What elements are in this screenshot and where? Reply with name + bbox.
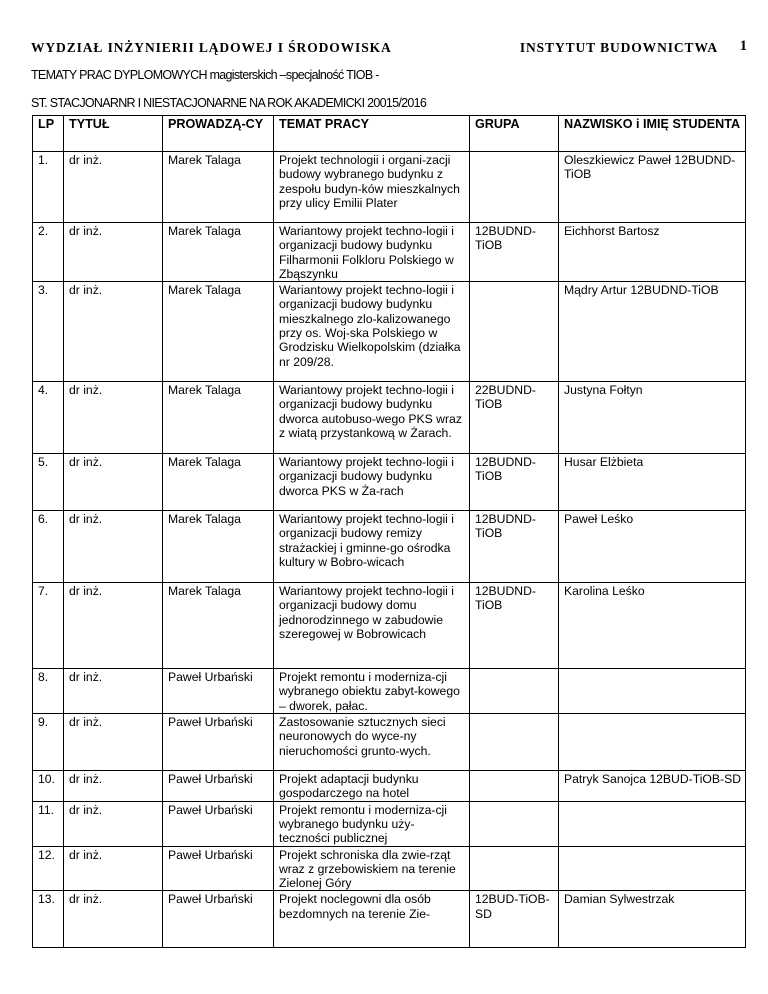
- group-cell: 12BUD-TiOB-SD: [470, 891, 559, 948]
- subtitle-academic-year: ST. STACJONARNR I NIESTACJONARNE NA ROK AKADEMICKI 20015/2016: [31, 96, 427, 110]
- topic-cell: Wariantowy projekt techno-logii i organizacji budowy budynku Filharmonii Folkloru Polskiego w Zbąszynku: [274, 223, 470, 282]
- table-row: [33, 846, 746, 891]
- subtitle-topics: TEMATY PRAC DYPLOMOWYCH magisterskich –specjalność TIOB -: [31, 68, 379, 82]
- supervisor-cell: Marek Talaga: [163, 382, 274, 454]
- table-row: [33, 669, 746, 714]
- table-row: [33, 152, 746, 223]
- student-cell: Karolina Leśko: [559, 583, 746, 669]
- topic-cell: Wariantowy projekt techno-logii i organizacji budowy domu jednorodzinnego w zabudowie szeregowej w Bobrowicach: [274, 583, 470, 669]
- institute-name: INSTYTUT BUDOWNICTWA: [519, 40, 718, 55]
- lp-cell: 8.: [33, 669, 64, 714]
- topic-cell: Zastosowanie sztucznych sieci neuronowych do wyce-ny nieruchomości grunto-wych.: [274, 714, 470, 771]
- group-cell: [470, 714, 559, 771]
- group-cell: 12BUDND-TiOB: [470, 454, 559, 511]
- student-cell: Mądry Artur 12BUDND-TiOB: [559, 282, 746, 382]
- lp-cell: 1.: [33, 152, 64, 223]
- supervisor-cell: Paweł Urbański: [163, 771, 274, 802]
- lp-cell: 12.: [33, 846, 64, 891]
- title-cell: dr inż.: [64, 511, 163, 583]
- lp-cell: 11.: [33, 801, 64, 846]
- topic-cell: Projekt remontu i moderniza-cji wybranego budynku uży-teczności publicznej: [274, 801, 470, 846]
- table-row: [33, 382, 746, 454]
- student-cell: Oleszkiewicz Paweł 12BUDND-TiOB: [559, 152, 746, 223]
- thesis-topics-table: [32, 115, 746, 948]
- supervisor-cell: Paweł Urbański: [163, 891, 274, 948]
- table-row: [33, 511, 746, 583]
- supervisor-cell: Marek Talaga: [163, 223, 274, 282]
- supervisor-cell: Paweł Urbański: [163, 846, 274, 891]
- title-cell: dr inż.: [64, 669, 163, 714]
- lp-cell: 5.: [33, 454, 64, 511]
- student-cell: Justyna Fołtyn: [559, 382, 746, 454]
- student-cell: Damian Sylwestrzak: [559, 891, 746, 948]
- title-cell: dr inż.: [64, 223, 163, 282]
- group-cell: 12BUDND-TiOB: [470, 583, 559, 669]
- document-header: [31, 40, 748, 60]
- group-cell: [470, 771, 559, 802]
- table-header-row: [33, 116, 746, 152]
- faculty-name: WYDZIAŁ INŻYNIERII LĄDOWEJ I ŚRODOWISKA: [31, 40, 392, 55]
- title-cell: dr inż.: [64, 152, 163, 223]
- table-row: [33, 223, 746, 282]
- topic-cell: Wariantowy projekt techno-logii i organizacji budowy budynku dworca autobuso-wego PKS wraz z wiatą przystankową w Żarach.: [274, 382, 470, 454]
- student-cell: Eichhorst Bartosz: [559, 223, 746, 282]
- title-cell: dr inż.: [64, 891, 163, 948]
- lp-cell: 7.: [33, 583, 64, 669]
- student-cell: Paweł Leśko: [559, 511, 746, 583]
- supervisor-cell: Paweł Urbański: [163, 669, 274, 714]
- lp-cell: 2.: [33, 223, 64, 282]
- supervisor-cell: Marek Talaga: [163, 454, 274, 511]
- topic-cell: Projekt adaptacji budynku gospodarczego na hotel: [274, 771, 470, 802]
- title-cell: dr inż.: [64, 714, 163, 771]
- student-cell: [559, 846, 746, 891]
- supervisor-cell: Marek Talaga: [163, 511, 274, 583]
- topic-cell: Projekt technologii i organi-zacji budowy wybranego budynku z zespołu budyn-ków mieszkalnych przy ulicy Emilii Plater: [274, 152, 470, 223]
- topic-cell: Projekt schroniska dla zwie-rząt wraz z grzebowiskiem na terenie Zielonej Góry: [274, 846, 470, 891]
- lp-cell: 3.: [33, 282, 64, 382]
- student-cell: Husar Elżbieta: [559, 454, 746, 511]
- group-cell: 12BUDND-TiOB: [470, 511, 559, 583]
- column-header-topic: TEMAT PRACY: [274, 116, 470, 152]
- title-cell: dr inż.: [64, 282, 163, 382]
- supervisor-cell: Marek Talaga: [163, 583, 274, 669]
- group-cell: 22BUDND-TiOB: [470, 382, 559, 454]
- group-cell: [470, 669, 559, 714]
- lp-cell: 4.: [33, 382, 64, 454]
- lp-cell: 10.: [33, 771, 64, 802]
- lp-cell: 9.: [33, 714, 64, 771]
- topic-cell: Projekt remontu i moderniza-cji wybranego obiektu zabyt-kowego – dworek, pałac.: [274, 669, 470, 714]
- column-header-lp: LP: [33, 116, 64, 152]
- column-header-title: TYTUŁ: [64, 116, 163, 152]
- topic-cell: Wariantowy projekt techno-logii i organizacji budowy budynku dworca PKS w Ża-rach: [274, 454, 470, 511]
- table-row: [33, 583, 746, 669]
- title-cell: dr inż.: [64, 771, 163, 802]
- lp-cell: 6.: [33, 511, 64, 583]
- column-header-supervisor: PROWADZĄ-CY: [163, 116, 274, 152]
- group-cell: 12BUDND-TiOB: [470, 223, 559, 282]
- lp-cell: 13.: [33, 891, 64, 948]
- table-row: [33, 771, 746, 802]
- group-cell: [470, 801, 559, 846]
- column-header-student: NAZWISKO i IMIĘ STUDENTA: [559, 116, 746, 152]
- supervisor-cell: Paweł Urbański: [163, 714, 274, 771]
- group-cell: [470, 152, 559, 223]
- table-row: [33, 801, 746, 846]
- table-row: [33, 891, 746, 948]
- title-cell: dr inż.: [64, 454, 163, 511]
- student-cell: [559, 714, 746, 771]
- table-row: [33, 454, 746, 511]
- topic-cell: Wariantowy projekt techno-logii i organizacji budowy remizy strażackiej i gminne-go ośrodka kultury w Bobro-wicach: [274, 511, 470, 583]
- title-cell: dr inż.: [64, 382, 163, 454]
- table-row: [33, 714, 746, 771]
- table-row: [33, 282, 746, 382]
- group-cell: [470, 846, 559, 891]
- student-cell: Patryk Sanojca 12BUD-TiOB-SD: [559, 771, 746, 802]
- column-header-group: GRUPA: [470, 116, 559, 152]
- title-cell: dr inż.: [64, 846, 163, 891]
- title-cell: dr inż.: [64, 801, 163, 846]
- student-cell: [559, 801, 746, 846]
- topic-cell: Projekt noclegowni dla osób bezdomnych na terenie Zie-: [274, 891, 470, 948]
- supervisor-cell: Paweł Urbański: [163, 801, 274, 846]
- title-cell: dr inż.: [64, 583, 163, 669]
- group-cell: [470, 282, 559, 382]
- topic-cell: Wariantowy projekt techno-logii i organizacji budowy budynku mieszkalnego zlo-kalizowanego przy os. Woj-ska Polskiego w Grodzisku Wielkopolskim (działka nr 209/28.: [274, 282, 470, 382]
- page-number: 1: [739, 38, 748, 54]
- student-cell: [559, 669, 746, 714]
- supervisor-cell: Marek Talaga: [163, 282, 274, 382]
- supervisor-cell: Marek Talaga: [163, 152, 274, 223]
